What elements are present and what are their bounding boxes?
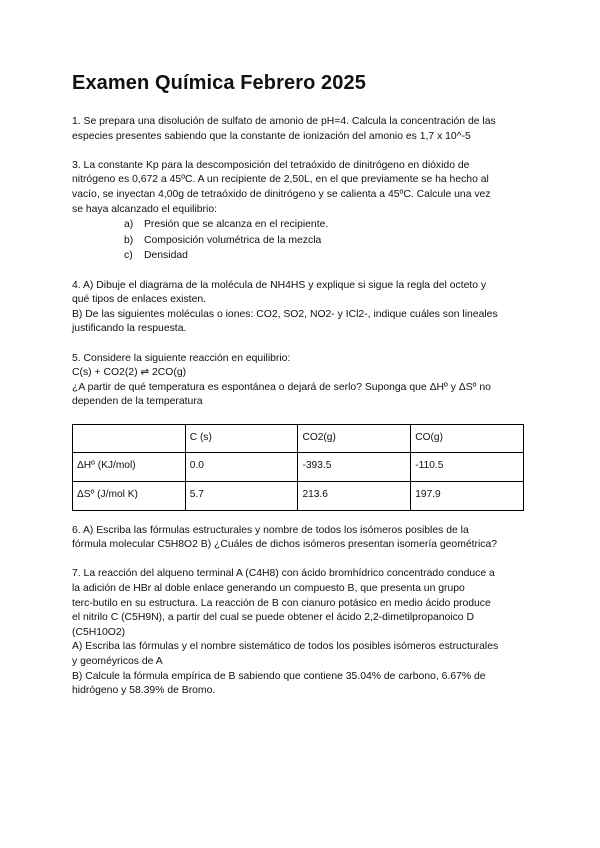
option-text: Presión que se alcanza en el recipiente. (144, 219, 329, 231)
question-6-line: 6. A) Escriba las fórmulas estructurales y nombre de todos los isómeros posibles de la (72, 524, 469, 536)
table-header-cell: C (s) (185, 424, 298, 453)
question-7-line: el nitrilo C (C5H9N), a partir del cual se puede obtener el ácido 2,2-dimetilpropanoico D (72, 612, 474, 624)
question-1-line: especies presentes sabiendo que la constante de ionización del amonio es 1,7 x 10^-5 (72, 130, 471, 142)
question-4-line: 4. A) Dibuje el diagrama de la molécula de NH4HS y explique si sigue la regla del octeto y (72, 279, 487, 291)
table-cell: 0.0 (185, 453, 298, 482)
question-7-line: B) Calcule la fórmula empírica de B sabiendo que contiene 35.04% de carbono, 6.67% de (72, 670, 486, 682)
exam-title: Examen Química Febrero 2025 (72, 72, 366, 94)
question-5-line: C(s) + CO2(2) ⇌ 2CO(g) (72, 367, 187, 379)
option-item (124, 248, 532, 264)
table-cell: ΔHº (KJ/mol) (73, 453, 186, 482)
table-cell: -393.5 (298, 453, 411, 482)
question-3-options (72, 217, 532, 264)
question-7-line: y geoméyricos de A (72, 656, 163, 667)
question-4 (72, 279, 532, 337)
question-6 (72, 524, 532, 553)
table-cell: 213.6 (298, 482, 411, 511)
question-5-line: ¿A partir de qué temperatura es espontánea o dejará de serlo? Suponga que ΔHº y ΔSº no (72, 381, 491, 393)
option-letter: c) (124, 250, 133, 262)
option-item (124, 217, 532, 233)
question-3-line: 3. La constante Kp para la descomposición del tetraóxido de dinitrógeno en dióxido de (72, 159, 470, 171)
table-header-cell (73, 424, 186, 453)
option-letter: a) (124, 219, 134, 231)
question-7-line: terc-butilo en su estructura. La reacción de B con cianuro potásico en medio ácido produce (72, 597, 491, 609)
question-7-line: A) Escriba las fórmulas y el nombre sistemático de todos los posibles isómeros estructurales (72, 641, 499, 653)
question-7-line: (C5H10O2) (72, 626, 126, 638)
question-1-line: 1. Se prepara una disolución de sulfato de amonio de pH=4. Calcula la concentración de las (72, 116, 496, 127)
table-header-cell: CO2(g) (298, 424, 411, 453)
question-6-line: fórmula molecular C5H8O2 B) ¿Cuáles de dichos isómeros presentan isomería geométrica? (72, 539, 498, 551)
question-4-line: qué tipos de enlaces existen. (72, 294, 207, 306)
option-text: Densidad (144, 250, 188, 262)
question-1 (72, 115, 532, 144)
table-header-cell: CO(g) (411, 424, 524, 453)
question-5-line: 5. Considere la siguiente reacción en equilibrio: (72, 352, 291, 364)
question-7-line: hidrógeno y 58.39% de Bromo. (72, 685, 216, 697)
table-row (73, 482, 524, 511)
question-7-line: la adición de HBr al doble enlace generando un compuesto B, que presenta un grupo (72, 583, 465, 595)
question-4-line: justificando la respuesta. (72, 323, 187, 335)
table-cell: 5.7 (185, 482, 298, 511)
table-header-row (73, 424, 524, 453)
table-row (73, 453, 524, 482)
table-cell: 197.9 (411, 482, 524, 511)
question-7 (72, 567, 532, 698)
question-3-line: se haya alcanzado el equilibrio: (72, 203, 217, 215)
table-cell: ΔSº (J/mol K) (73, 482, 186, 511)
question-7-line: 7. La reacción del alqueno terminal A (C4H8) con ácido bromhídrico concentrado conduce a (72, 568, 495, 580)
option-letter: b) (124, 234, 134, 246)
question-3 (72, 159, 532, 264)
question-3-line: nitrógeno es 0,672 a 45ºC. A un recipiente de 2,50L, en el que previamente se ha hecho al (72, 174, 489, 186)
question-5 (72, 352, 532, 511)
question-5-line: dependen de la temperatura (72, 396, 203, 408)
thermo-table (72, 424, 524, 511)
exam-body (72, 115, 532, 699)
question-4-line: B) De las siguientes moléculas o iones: CO2, SO2, NO2- y ICl2-, indique cuáles son lineales (72, 308, 498, 320)
table-cell: -110.5 (411, 453, 524, 482)
question-3-line: vacío, se inyectan 4,00g de tetraóxido de dinitrógeno y se calienta a 45ºC. Calcule una vez (72, 188, 491, 200)
option-text: Composición volumétrica de la mezcla (144, 234, 322, 246)
option-item (124, 233, 532, 249)
